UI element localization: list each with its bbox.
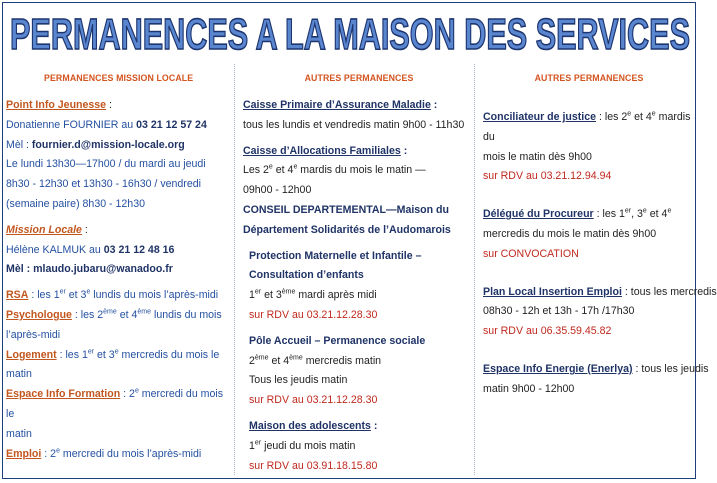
dp-sup-3: e <box>667 207 672 215</box>
maison-adolescents-section <box>243 417 475 476</box>
ml-contact: Hélène KALMUK au <box>6 243 104 256</box>
pij-hours-1: Le lundi 13h30—17h00 / du mardi au jeudi <box>6 158 206 171</box>
psychologue-item-cont: l’après-midi <box>6 328 61 341</box>
mission-locale-section <box>6 221 228 280</box>
dp-sup-2: e <box>642 207 647 215</box>
column-autres-permanences-1 <box>243 62 475 477</box>
column-autres-permanences-2 <box>483 62 717 477</box>
delegue-procureur-text-cont: mercredis du mois le matin dès 9h00 <box>483 227 657 240</box>
cpam-section <box>243 96 475 136</box>
dp-sup-1: er <box>624 207 632 215</box>
cj-sup-2: e <box>651 110 656 118</box>
caf-text-1: Les 2 <box>243 164 269 177</box>
conciliateur-text-cont: mois le matin dès 9h00 <box>483 150 592 163</box>
pole-accueil-rdv: sur RDV au 03.21.12.28.30 <box>249 394 378 407</box>
rsa-text-3: lundis du mois l’après-midi <box>90 289 219 302</box>
point-info-jeunesse-title: Point Info Jeunesse <box>6 99 107 111</box>
espace-info-formation-item-cont: matin <box>6 427 32 440</box>
mda-sup-1: er <box>254 439 262 447</box>
caf-sup-2: e <box>293 163 298 171</box>
pmi-text-1: 1 <box>249 289 255 302</box>
rsa-item <box>6 286 228 306</box>
psy-text-2: et 4 <box>116 308 138 321</box>
emp-sup-1: e <box>56 447 60 455</box>
ml-phone: 03 21 12 48 16 <box>103 243 175 256</box>
plie-section <box>483 283 717 342</box>
logement-label: Logement <box>6 348 57 361</box>
pmi-rdv: sur RDV au 03.21.12.28.30 <box>249 308 378 321</box>
ml-mel-label: Mèl : <box>6 263 34 276</box>
emp-text-2: mercredi du mois l’après-midi <box>59 447 202 460</box>
page-title <box>0 0 700 62</box>
dp-text-2: , 3 <box>631 208 643 221</box>
pmi-title-line-2: Consultation d’enfants <box>249 269 364 282</box>
psychologue-item <box>6 306 228 326</box>
delegue-procureur-convocation: sur CONVOCATION <box>483 247 579 260</box>
log-text-1: : les 1 <box>56 348 88 361</box>
dp-text-1: : les 1 <box>593 208 625 221</box>
rsa-sup-2: e <box>86 288 91 296</box>
page-title-banner <box>0 0 700 62</box>
eie-text-1: : tous les jeudis <box>632 362 709 375</box>
emp-text-1: : 2 <box>41 447 57 460</box>
caf-section <box>243 142 475 201</box>
logement-item-cont: matin <box>6 368 32 381</box>
eif-sup-1: e <box>134 387 139 395</box>
ml-email[interactable]: mlaudo.jubaru@wanadoo.fr <box>33 263 173 276</box>
pa-sup-1: ème <box>254 354 269 362</box>
conseil-departemental-line-1: CONSEIL DEPARTEMENTAL—Maison du <box>243 203 449 216</box>
caf-text-3: mardis du mois le matin — <box>297 164 426 177</box>
cj-text-1: : les 2 <box>596 111 628 123</box>
conciliateur-rdv: sur RDV au 03.21.12.94.94 <box>483 170 612 183</box>
pij-mel-label: Mèl : <box>6 138 32 151</box>
pij-phone: 03 21 12 57 24 <box>136 118 207 131</box>
column-header-autres-1: AUTRES PERMANENCES <box>304 73 414 83</box>
pmi-sup-1: er <box>254 288 262 296</box>
column-header-mission-locale: PERMANENCES MISSION LOCALE <box>44 73 194 83</box>
espace-info-energie-title: Espace Info Energie (Enerlya) <box>483 362 633 375</box>
maison-adolescents-rdv: sur RDV au 03.91.18.15.80 <box>249 459 378 472</box>
pa-text-1: 2 <box>249 354 255 367</box>
plie-rdv: sur RDV au 06.35.59.45.82 <box>483 325 612 338</box>
caf-title: Caisse d’Allocations Familiales <box>243 144 401 157</box>
mda-text-1: 1 <box>249 439 255 452</box>
colon: : <box>81 223 88 236</box>
dp-text-3: et 4 <box>646 208 668 221</box>
plie-hours: 08h30 - 12h et 13h - 17h /17h30 <box>483 305 635 318</box>
column-header-autres-2: AUTRES PERMANENCES <box>534 73 644 83</box>
pmi-section <box>243 247 475 326</box>
log-text-2: et 3 <box>94 348 115 361</box>
rsa-text-1: : les 1 <box>28 289 60 302</box>
espace-info-formation-label: Espace Info Formation <box>6 388 121 401</box>
emploi-item <box>6 445 228 465</box>
psy-text-1: : les 2 <box>71 308 104 321</box>
caf-hours: 09h00 - 12h00 <box>243 184 312 197</box>
psychologue-label: Psychologue <box>6 308 72 321</box>
plie-text-1: : tous les mercredis <box>621 285 717 298</box>
pij-hours-3: (semaine paire) 8h30 - 12h30 <box>6 197 145 210</box>
espace-info-energie-section <box>483 360 709 400</box>
rsa-sup-1: er <box>59 288 66 296</box>
psy-sup-2: ème <box>137 308 152 316</box>
pa-text-3: mercredis matin <box>302 354 382 367</box>
pij-email[interactable]: fournier.d@mission-locale.org <box>31 138 185 151</box>
pa-text-2: et 4 <box>268 354 290 367</box>
colon: : <box>106 99 112 111</box>
caf-sup-1: e <box>268 163 273 171</box>
colon: : <box>400 144 408 157</box>
mission-locale-title: Mission Locale <box>6 223 82 236</box>
conseil-departemental-line-2: Département Solidarités de l’Audomarois <box>243 223 451 236</box>
eif-text-2: mercredi du mois le <box>6 388 224 420</box>
conciliateur-title: Conciliateur de justice <box>483 111 597 123</box>
column-divider-1 <box>234 64 235 475</box>
pij-contact: Donatienne FOURNIER au <box>6 118 137 131</box>
mda-text-2: jeudi du mois matin <box>261 439 356 452</box>
pmi-text-2: et 3 <box>261 289 282 302</box>
delegue-procureur-title: Délégué du Procureur <box>483 208 594 221</box>
cpam-text: tous les lundis et vendredis matin 9h00 - 11h30 <box>243 118 465 131</box>
cj-text-3: mardis du <box>483 111 691 143</box>
pij-hours-2: 8h30 - 12h30 et 13h30 - 16h30 / vendredi <box>6 178 201 191</box>
rsa-label: RSA <box>6 289 29 302</box>
psy-sup-1: ème <box>103 308 117 316</box>
colon: : <box>430 99 438 111</box>
pmi-text-3: mardi après midi <box>295 289 377 302</box>
rsa-text-2: et 3 <box>65 289 87 302</box>
espace-info-energie-hours: matin 9h00 - 12h00 <box>483 382 575 395</box>
conseil-departemental-section <box>243 201 475 241</box>
point-info-jeunesse-section <box>6 96 228 215</box>
pmi-title-line-1: Protection Maternelle et Infantile – <box>249 249 422 262</box>
maison-adolescents-title: Maison des adolescents <box>249 419 371 432</box>
pa-sup-2: ème <box>289 354 303 362</box>
conciliateur-section <box>483 108 695 187</box>
caf-text-2: et 4 <box>272 164 294 177</box>
psy-text-3: lundis du mois <box>151 308 222 321</box>
log-sup-2: e <box>114 348 119 356</box>
cpam-title: Caisse Primaire d’Assurance Maladie <box>243 99 431 111</box>
colon: : <box>370 419 378 432</box>
pole-accueil-title: Pôle Accueil – Permanence sociale <box>249 334 426 347</box>
emploi-label: Emploi <box>6 447 42 460</box>
logement-item <box>6 346 228 366</box>
pmi-sup-2: ème <box>281 288 296 296</box>
pole-accueil-section <box>243 332 475 411</box>
column-mission-locale <box>6 62 228 477</box>
pole-accueil-jeudis: Tous les jeudis matin <box>249 374 348 387</box>
eif-text-1: : 2 <box>120 388 135 401</box>
log-sup-1: er <box>87 348 95 356</box>
espace-info-formation-item <box>6 385 228 425</box>
log-text-3: mercredis du mois le <box>118 348 220 361</box>
cj-text-2: et 4 <box>631 111 652 123</box>
delegue-procureur-section <box>483 205 695 264</box>
cj-sup-1: e <box>627 110 632 118</box>
page-title-text: PERMANENCES A LA MAISON DES SERVICES <box>10 10 690 59</box>
plie-title: Plan Local Insertion Emploi <box>483 285 622 298</box>
